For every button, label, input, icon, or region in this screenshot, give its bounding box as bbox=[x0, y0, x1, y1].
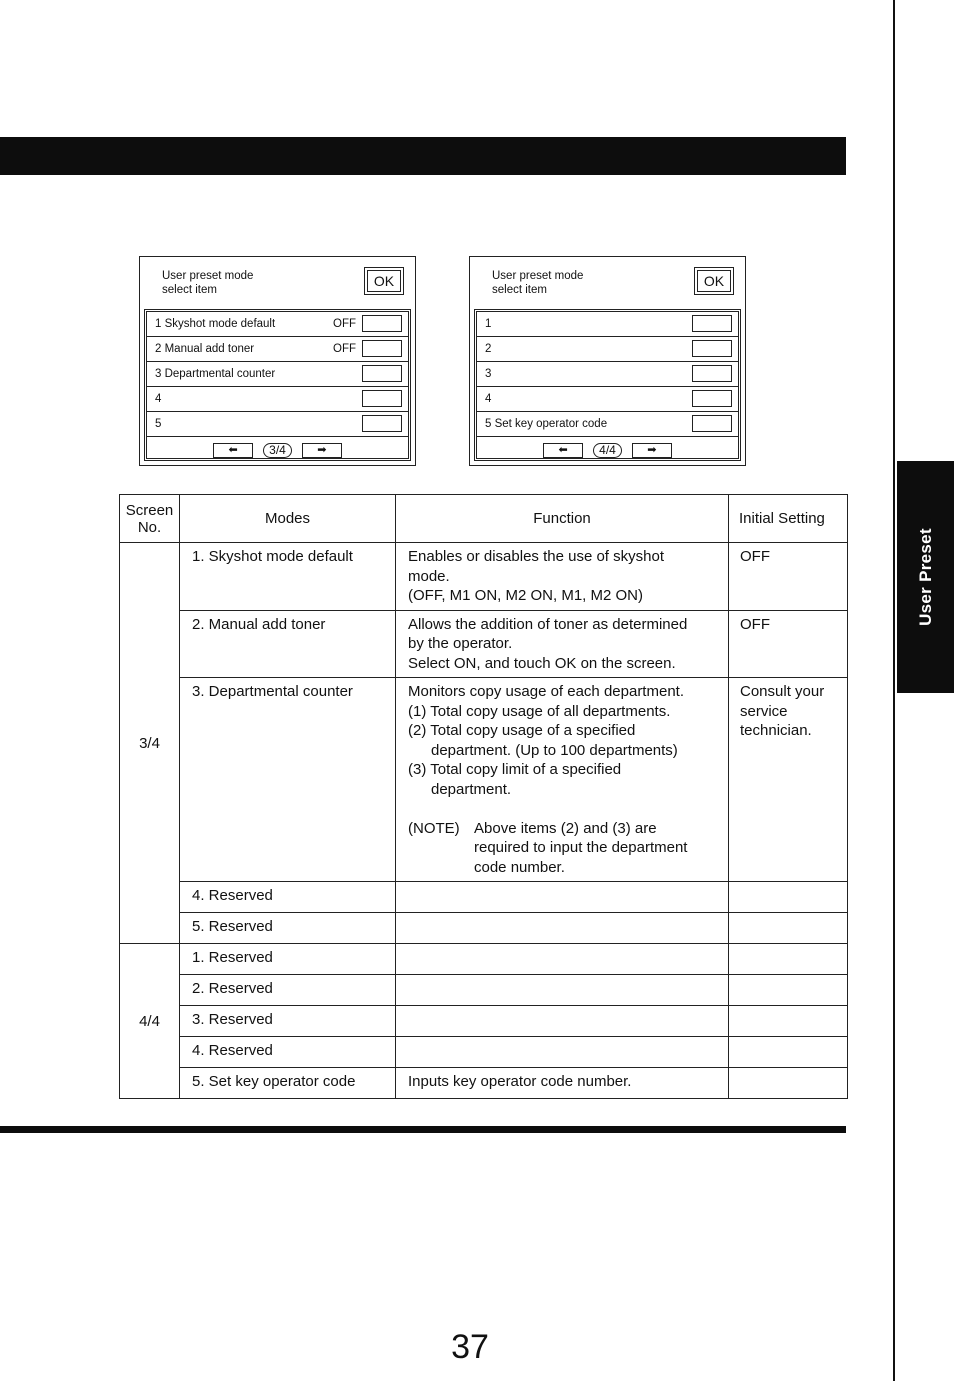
section-tab bbox=[897, 461, 954, 693]
mode-cell: 5. Reserved bbox=[180, 913, 396, 944]
table-row bbox=[120, 1068, 848, 1099]
next-page-button[interactable] bbox=[302, 443, 342, 458]
page-number: 37 bbox=[451, 1328, 489, 1366]
prev-page-button[interactable] bbox=[543, 443, 583, 458]
select-box[interactable] bbox=[362, 340, 402, 357]
list-item[interactable]: 3 Departmental counter bbox=[147, 362, 408, 387]
function-cell bbox=[396, 913, 729, 944]
settings-table bbox=[119, 494, 848, 1099]
table-row bbox=[120, 610, 848, 678]
initial-setting-cell: OFF bbox=[729, 543, 848, 611]
item-list bbox=[474, 309, 741, 461]
initial-setting-cell: Consult your service technician. bbox=[729, 678, 848, 882]
mode-cell: 3. Reserved bbox=[180, 1006, 396, 1037]
function-cell: Inputs key operator code number. bbox=[396, 1068, 729, 1099]
page-indicator: 3/4 bbox=[263, 443, 292, 458]
header-function: Function bbox=[396, 495, 729, 543]
function-cell: Enables or disables the use of skyshot mode. (OFF, M1 ON, M2 ON, M1, M2 ON) bbox=[396, 543, 729, 611]
arrow-left-icon: ⬅ bbox=[228, 443, 238, 456]
ok-button[interactable]: OK bbox=[694, 267, 734, 295]
function-cell bbox=[396, 944, 729, 975]
list-item[interactable]: 1 bbox=[477, 312, 738, 337]
header-modes: Modes bbox=[180, 495, 396, 543]
select-box[interactable] bbox=[692, 390, 732, 407]
select-box[interactable] bbox=[362, 365, 402, 382]
header-screen-no: Screen No. bbox=[120, 495, 180, 543]
list-item[interactable]: 5 bbox=[147, 412, 408, 437]
item-list bbox=[144, 309, 411, 461]
function-cell: Monitors copy usage of each department. (1) Total copy usage of all departments. (2) Total copy usage of a specified department. (Up to 100 departments) (3) Total copy limit of a specified department. (NOTE) Above items (2) and (3) are required to input the department code number. bbox=[396, 678, 729, 882]
select-box[interactable] bbox=[362, 415, 402, 432]
note: (NOTE) Above items (2) and (3) are required to input the department code number. bbox=[408, 819, 688, 876]
list-item[interactable]: 2 bbox=[477, 337, 738, 362]
select-box[interactable] bbox=[362, 315, 402, 332]
panel-title: User preset mode select item bbox=[162, 270, 254, 296]
initial-setting-cell bbox=[729, 1037, 848, 1068]
panel-title: User preset mode select item bbox=[492, 270, 584, 296]
table-row bbox=[120, 944, 848, 975]
arrow-left-icon: ⬅ bbox=[558, 443, 568, 456]
mode-cell: 4. Reserved bbox=[180, 882, 396, 913]
table-row bbox=[120, 1037, 848, 1068]
table-row bbox=[120, 543, 848, 611]
initial-setting-cell bbox=[729, 944, 848, 975]
table-header-row bbox=[120, 495, 848, 543]
list-item[interactable]: 2 Manual add toner OFF bbox=[147, 337, 408, 362]
initial-setting-cell bbox=[729, 975, 848, 1006]
header-initial-setting: Initial Setting bbox=[729, 495, 848, 543]
table-row bbox=[120, 913, 848, 944]
initial-setting-cell bbox=[729, 913, 848, 944]
list-item[interactable]: 3 bbox=[477, 362, 738, 387]
page-edge-rule bbox=[893, 0, 895, 1381]
arrow-right-icon: ➡ bbox=[317, 443, 327, 456]
list-item[interactable]: 4 bbox=[147, 387, 408, 412]
select-box[interactable] bbox=[692, 340, 732, 357]
function-cell: Allows the addition of toner as determined by the operator. Select ON, and touch OK on the screen. bbox=[396, 610, 729, 678]
mode-cell: 2. Manual add toner bbox=[180, 610, 396, 678]
select-box[interactable] bbox=[692, 415, 732, 432]
footer-bar bbox=[0, 1126, 846, 1133]
function-cell bbox=[396, 882, 729, 913]
table-row bbox=[120, 1006, 848, 1037]
screen-no-cell: 4/4 bbox=[120, 944, 180, 1099]
header-bar bbox=[0, 137, 846, 175]
next-page-button[interactable] bbox=[632, 443, 672, 458]
initial-setting-cell: OFF bbox=[729, 610, 848, 678]
mode-cell: 2. Reserved bbox=[180, 975, 396, 1006]
initial-setting-cell bbox=[729, 1068, 848, 1099]
list-item[interactable]: 4 bbox=[477, 387, 738, 412]
list-item[interactable]: 1 Skyshot mode default OFF bbox=[147, 312, 408, 337]
function-cell bbox=[396, 1037, 729, 1068]
table-row bbox=[120, 678, 848, 882]
page-indicator: 4/4 bbox=[593, 443, 622, 458]
prev-page-button[interactable] bbox=[213, 443, 253, 458]
function-cell bbox=[396, 975, 729, 1006]
mode-cell: 1. Skyshot mode default bbox=[180, 543, 396, 611]
arrow-right-icon: ➡ bbox=[647, 443, 657, 456]
screen-panel-3-4 bbox=[139, 256, 416, 466]
mode-cell: 4. Reserved bbox=[180, 1037, 396, 1068]
table-row bbox=[120, 975, 848, 1006]
initial-setting-cell bbox=[729, 1006, 848, 1037]
initial-setting-cell bbox=[729, 882, 848, 913]
select-box[interactable] bbox=[692, 315, 732, 332]
function-cell bbox=[396, 1006, 729, 1037]
table-row bbox=[120, 882, 848, 913]
screen-panel-4-4 bbox=[469, 256, 746, 466]
screen-no-cell: 3/4 bbox=[120, 543, 180, 944]
mode-cell: 3. Departmental counter bbox=[180, 678, 396, 882]
ok-button[interactable]: OK bbox=[364, 267, 404, 295]
mode-cell: 1. Reserved bbox=[180, 944, 396, 975]
mode-cell: 5. Set key operator code bbox=[180, 1068, 396, 1099]
select-box[interactable] bbox=[362, 390, 402, 407]
page-nav bbox=[147, 437, 408, 463]
page-nav bbox=[477, 437, 738, 463]
select-box[interactable] bbox=[692, 365, 732, 382]
list-item[interactable]: 5 Set key operator code bbox=[477, 412, 738, 437]
section-tab-label: User Preset bbox=[915, 528, 935, 626]
